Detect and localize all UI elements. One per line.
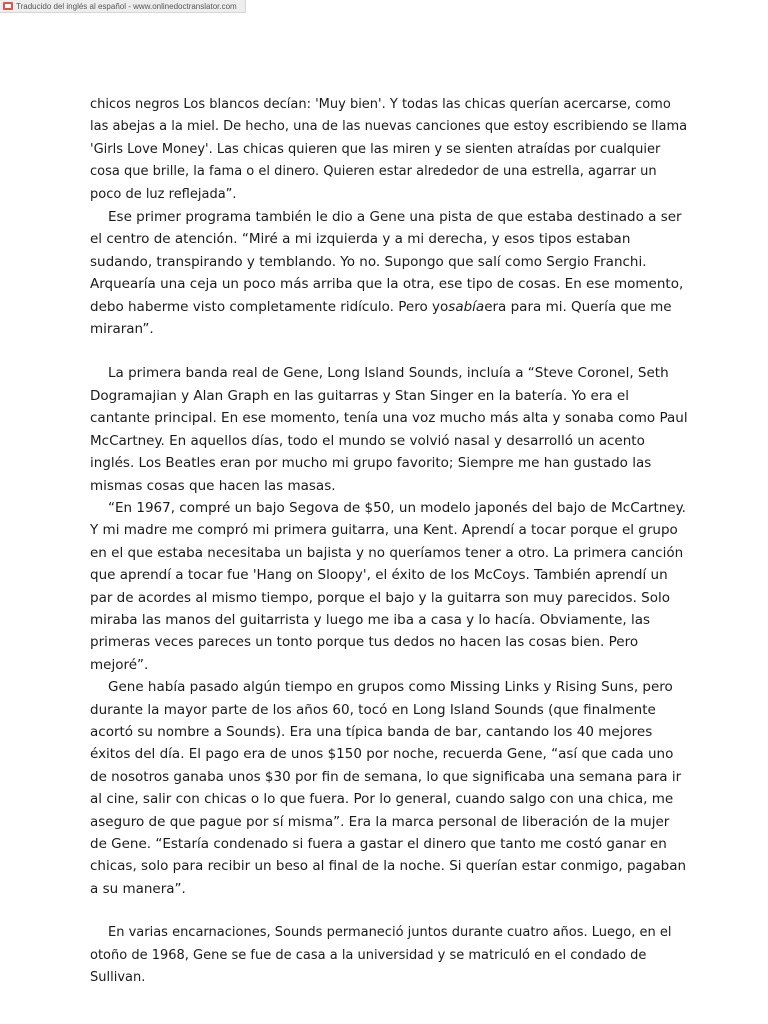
paragraph-2-text: Ese primer programa también le dio a Gene una pista de que estaba destinado a ser el centro de atención. “Miré a mi izquierda y a mi derecha, y esos tipos estaban sudando, transpirando y temblando. Yo no. Supongo que salí como Sergio Franchi. Arquearía una ceja un poco más arriba que la otra, ese tipo de cosas. En ese momento, debo haberme visto completamente ridículo. Pero yo: [90, 209, 684, 315]
paragraph-gap: [90, 900, 690, 922]
paragraph-2-text-end: era para mi. Quería que me miraran”.: [90, 298, 672, 338]
paragraph-6: En varias encarnaciones, Sounds permaneció juntos durante cuatro años. Luego, en el otoño de 1968, Gene se fue de casa a la universidad y se matriculó en el condado de Sullivan.: [90, 925, 672, 986]
paragraph-1: chicos negros Los blancos decían: 'Muy bien'. Y todas las chicas querían acercarse, como las abejas a la miel. De hecho, una de las nuevas canciones que estoy escribiendo se llama 'Girls Love Money'. Las chicas quieren que las miren y se sienten atraídas por cualquier cosa que brille, la fama o el dinero. Quieren estar alrededor de una estrella, agarrar un poco de luz reflejada”.: [90, 97, 688, 202]
paragraph-gap: [90, 340, 690, 362]
paragraph-5: Gene había pasado algún tiempo en grupos como Missing Links y Rising Suns, pero durante la mayor parte de los años 60, tocó en Long Island Sounds (que finalmente acortó su nombre a Sounds). Era una típica banda de bar, cantando los 40 mejores éxitos del día. El pago era de unos $150 por noche, recuerda Gene, “así que cada uno de nosotros ganaba unos $30 por fin de semana, lo que significaba una semana para ir al cine, salir con chicas o lo que fuera. Por lo general, cuando salgo con una chica, me aseguro de que pague por sí misma”. Era la marca personal de liberación de la mujer de Gene. “Estaría condenado si fuera a gastar el dinero que tanto me costó ganar en chicas, solo para recibir un beso al final de la noche. Si querían estar conmigo, pagaban a su manera”.: [90, 679, 687, 897]
document-body: [90, 94, 690, 989]
translator-logo-icon: [3, 2, 13, 10]
paragraph-4: “En 1967, compré un bajo Segova de $50, un modelo japonés del bajo de McCartney. Y mi madre me compró mi primera guitarra, una Kent. Aprendí a tocar porque el grupo en el que estaba necesitaba un bajista y no queríamos tener a otro. La primera canción que aprendí a tocar fue 'Hang on Sloopy', el éxito de los McCoys. También aprendí un par de acordes al mismo tiempo, porque el bajo y la guitarra son muy parecidos. Solo miraba las manos del guitarrista y luego me iba a casa y lo hacía. Obviamente, las primeras veces pareces un tonto porque tus dedos no hacen las cosas bien. Pero mejoré”.: [90, 499, 686, 673]
banner-text[interactable]: Traducido del inglés al español - www.onlinedoctranslator.com: [16, 1, 237, 11]
translation-banner[interactable]: [0, 0, 246, 13]
paragraph-2-italic: sabía: [448, 298, 485, 315]
paragraph-2: [90, 206, 690, 340]
paragraph-3: La primera banda real de Gene, Long Island Sounds, incluía a “Steve Coronel, Seth Dogramajian y Alan Graph en las guitarras y Stan Singer en la batería. Yo era el cantante principal. En ese momento, tenía una voz mucho más alta y sonaba como Paul McCartney. En aquellos días, todo el mundo se volvió nasal y desarrolló un acento inglés. Los Beatles eran por mucho mi grupo favorito; Siempre me han gustado las mismas cosas que hacen las masas.: [90, 365, 688, 494]
